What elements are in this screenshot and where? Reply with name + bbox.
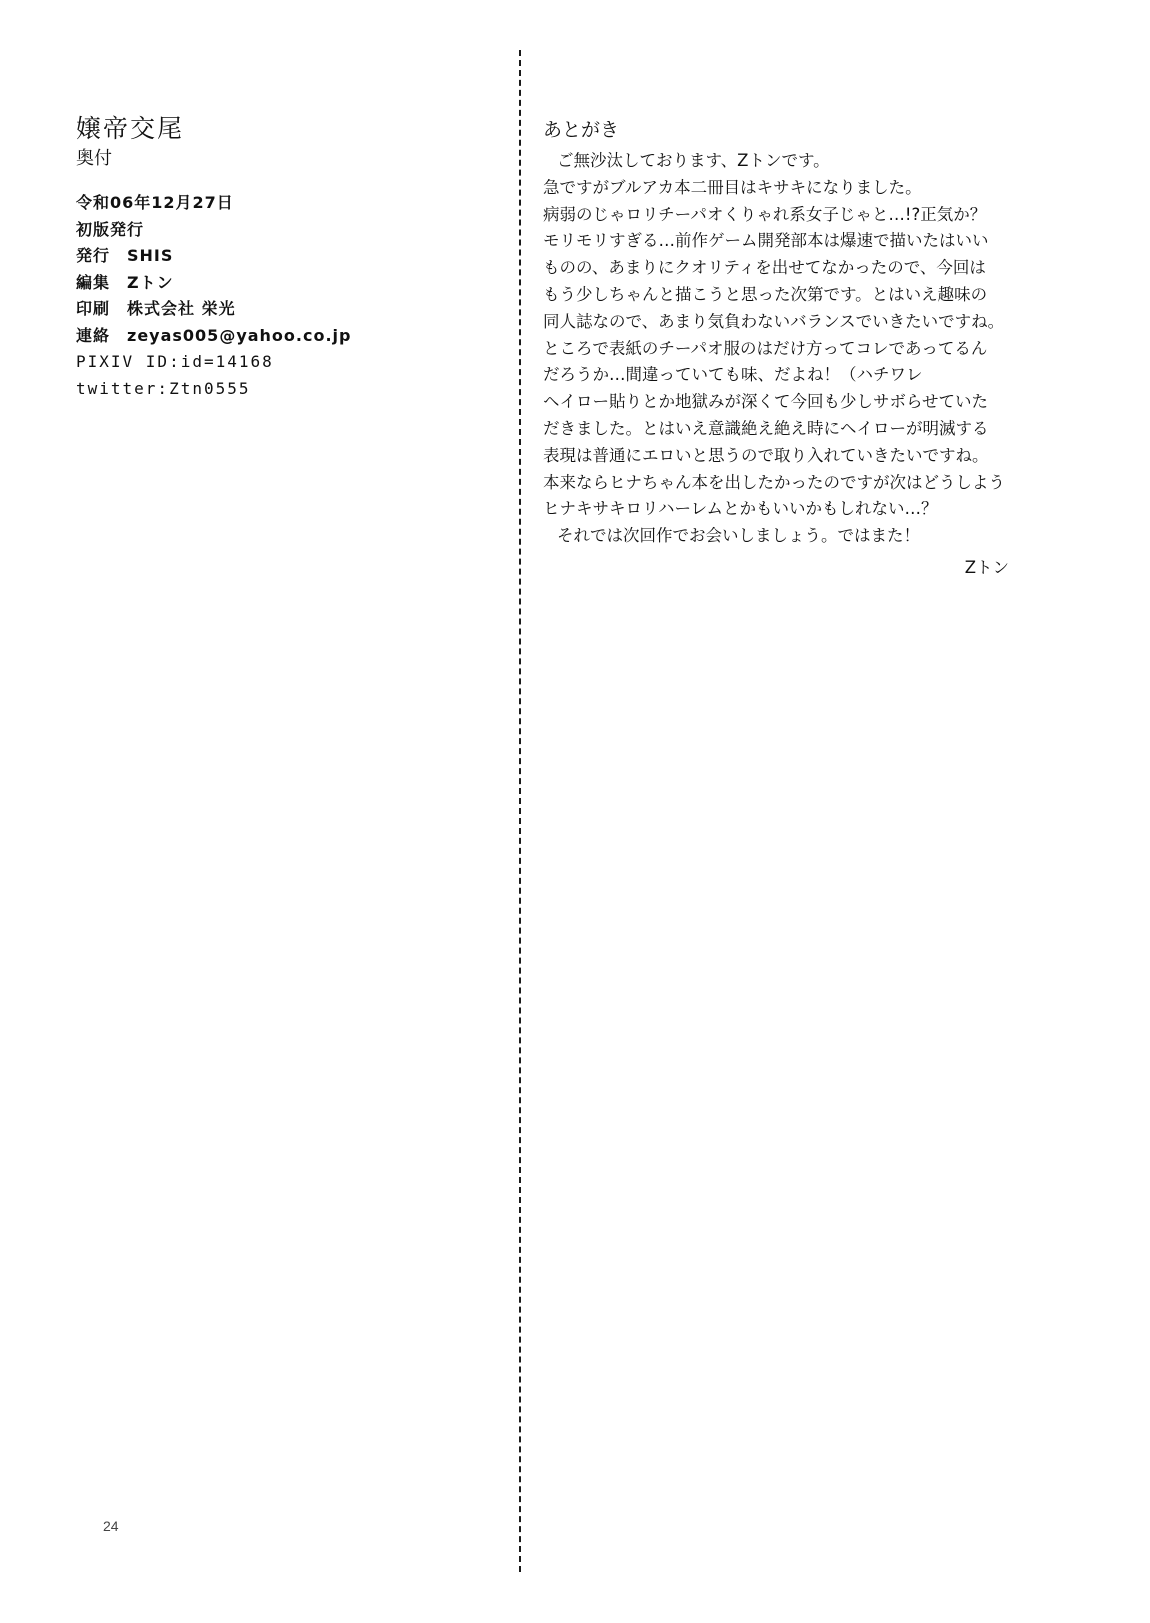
afterword-line: だきました。とはいえ意識絶え絶え時にヘイローが明滅する	[543, 418, 989, 438]
afterword-line: ものの、あまりにクオリティを出せてなかったので、今回は	[543, 258, 986, 278]
book-title: 嬢帝交尾	[76, 114, 185, 143]
afterword-line: だろうか…間違っていても味、だよね！（ハチワレ	[543, 365, 923, 385]
twitter-handle: twitter:Ztn0555	[76, 378, 251, 398]
afterword-line: 病弱のじゃロリチーパオくりゃれ系女子じゃと…!?正気か？	[543, 204, 987, 224]
afterword-line: 急ですがブルアカ本二冊目はキサキになりました。	[543, 177, 922, 197]
afterword-line: モリモリすぎる…前作ゲーム開発部本は爆速で描いたはいい	[543, 231, 989, 251]
afterword-line: ところで表紙のチーパオ服のはだけ方ってコレであってるん	[543, 338, 988, 358]
edition-note: 初版発行	[76, 219, 145, 239]
editor: 編集 Zトン	[76, 272, 174, 292]
contact-email: 連絡 zeyas005@yahoo.co.jp	[76, 325, 352, 345]
colophon	[76, 112, 456, 402]
publication-date: 令和06年12月27日	[76, 193, 234, 212]
dashed-divider	[519, 50, 521, 1572]
page-number: 24	[103, 1518, 119, 1534]
afterword-line: 同人誌なので、あまり気負わないバランスでいきたいですね。	[543, 311, 1005, 331]
pixiv-id: PIXIV ID:id=14168	[76, 352, 274, 371]
publisher: 発行 SHIS	[76, 246, 174, 265]
afterword-heading: あとがき	[543, 119, 620, 141]
colophon-heading: 奥付	[76, 148, 112, 169]
afterword-line: 本来ならヒナちゃん本を出したかったのですが次はどうしよう	[543, 472, 1005, 492]
printer: 印刷 株式会社 栄光	[76, 299, 236, 318]
afterword-line: それでは次回作でお会いしましょう。ではまた！	[557, 526, 920, 546]
afterword-line: ヘイロー貼りとか地獄みが深くて今回も少しサボらせていた	[543, 392, 989, 412]
afterword	[543, 116, 1043, 582]
author-signature: Zトン	[964, 557, 1009, 577]
afterword-line: 表現は普通にエロいと思うので取り入れていきたいですね。	[543, 445, 989, 465]
afterword-line: ご無沙汰しております、Zトンです。	[557, 151, 830, 170]
afterword-line: もう少しちゃんと描こうと思った次第です。とはいえ趣味の	[543, 284, 988, 304]
afterword-line: ヒナキサキロリハーレムとかもいいかもしれない…？	[543, 499, 938, 519]
